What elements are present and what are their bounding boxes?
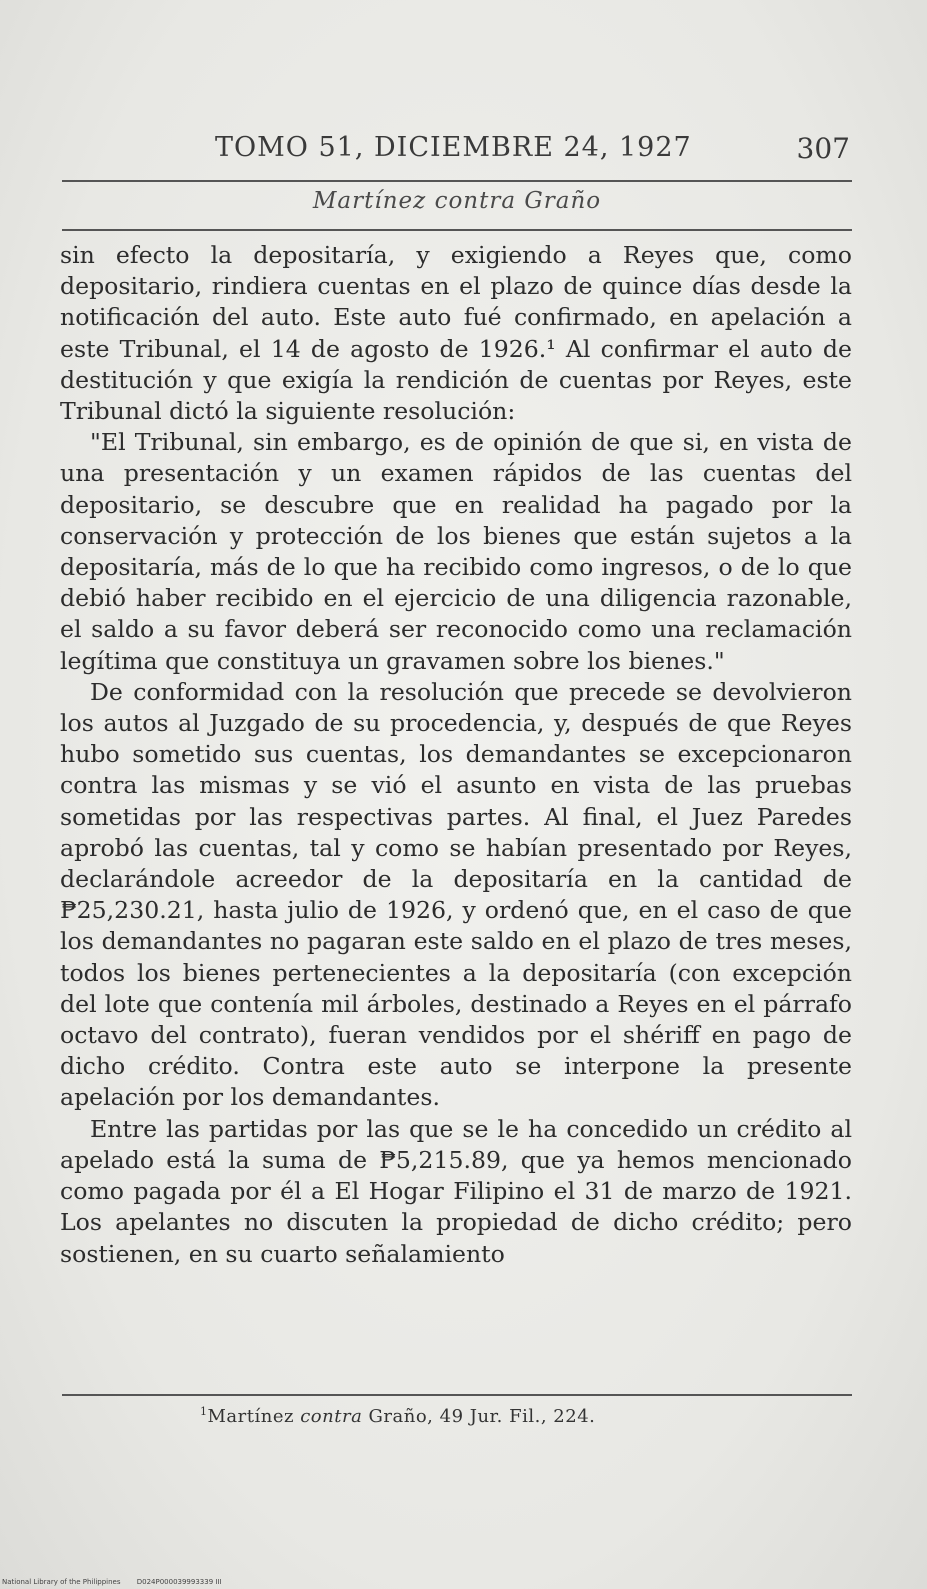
header-rule-bottom [62, 229, 852, 231]
footnote [200, 1405, 595, 1427]
footnote-rule [62, 1394, 852, 1396]
footnote-marker: 1 [200, 1405, 208, 1418]
running-title: TOMO 51, DICIEMBRE 24, 1927 [215, 132, 692, 163]
body-text [60, 240, 852, 1270]
page-number: 307 [796, 132, 850, 165]
scan-library: National Library of the Philippines [2, 1578, 121, 1586]
quoted-resolution: "El Tribunal, sin embargo, es de opinión de que si, en vista de una presentación y un examen rápidos de las cuentas del depositario, se descubre que en realidad ha pagado por la conservación y protección de los bienes que están sujetos a la depositaría, más de lo que ha recibido como ingresos, o de lo que debió haber recibido en el ejercicio de una diligencia razonable, el saldo a su favor deberá ser reconocido como una reclamación legítima que constituya un gravamen sobre los bienes." [60, 428, 852, 675]
scan-stamp [2, 1578, 236, 1586]
footnote-text-before: Martínez [207, 1406, 301, 1427]
paragraph: De conformidad con la resolución que precede se devolvieron los autos al Juzgado de su procedencia, y, después de que Reyes hubo sometido sus cuentas, los demandantes se excepcionaron contra las mismas y se vió el asunto en vista de las pruebas sometidas por las respectivas partes. Al final, el Juez Paredes aprobó las cuentas, tal y como se habían presentado por Reyes, declarándole acreedor de la depositaría en la cantidad de ₱25,230.21, hasta julio de 1926, y ordenó que, en el caso de que los demandantes no pagaran este saldo en el plazo de tres meses, todos los bienes pertenecientes a la depositaría (con excepción del lote que contenía mil árboles, destinado a Reyes en el párrafo octavo del contrato), fueran vendidos por el shériff en pago de dicho crédito. Contra este auto se interpone la presente apelación por los demandantes. [60, 677, 852, 1112]
paragraph: sin efecto la depositaría, y exigiendo a Reyes que, como depositario, rindiera cuentas en el plazo de quince días desde la notificación del auto. Este auto fué confirmado, en apelación a este Tribunal, el 14 de agosto de 1926.¹ Al confirmar el auto de destitución y que exigía la rendición de cuentas por Reyes, este Tribunal dictó la siguiente resolución: [60, 241, 852, 426]
footnote-text-after: Graño, 49 Jur. Fil., 224. [362, 1406, 596, 1427]
page-header [60, 132, 850, 176]
header-rule-top [62, 180, 852, 182]
paragraph: Entre las partidas por las que se le ha concedido un crédito al apelado está la suma de ₱5,215.89, que ya hemos mencionado como pagada por él a El Hogar Filipino el 31 de marzo de 1921. Los apelantes no discuten la propiedad de dicho crédito; pero sostienen, en su cuarto señalamiento [60, 1114, 852, 1268]
scan-code: D024P000039993339 III [136, 1578, 222, 1586]
case-title: Martínez contra Graño [312, 188, 602, 214]
footnote-text-italic: contra [300, 1406, 363, 1427]
